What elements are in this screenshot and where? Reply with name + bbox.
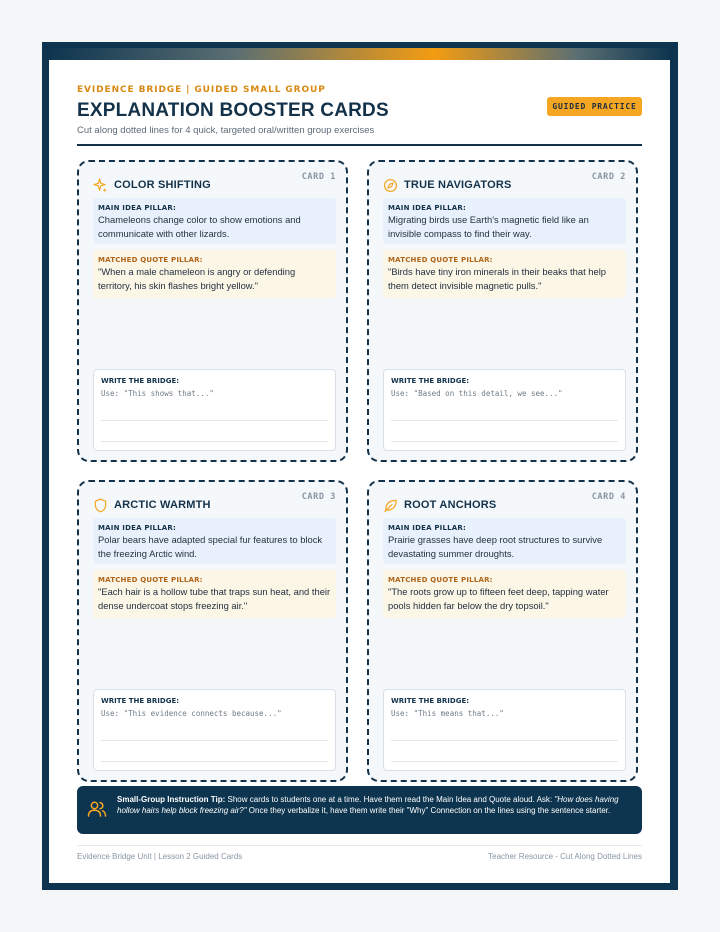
page-title: EXPLANATION BOOSTER CARDS	[77, 100, 389, 121]
bridge-label: WRITE THE BRIDGE:	[101, 377, 180, 385]
bridge-writing-box[interactable]	[383, 689, 626, 771]
quote-pillar	[383, 250, 626, 298]
card-title: COLOR SHIFTING	[114, 179, 211, 191]
writing-line	[101, 761, 328, 762]
main-idea-pillar	[383, 518, 626, 564]
guided-practice-badge: GUIDED PRACTICE	[547, 97, 642, 116]
main-idea-pillar	[93, 198, 336, 244]
card-title: TRUE NAVIGATORS	[404, 179, 512, 191]
card-number: CARD 2	[591, 172, 626, 182]
main-idea-label: MAIN IDEA PILLAR:	[98, 204, 176, 212]
sentence-starter: Use: "This means that..."	[391, 709, 504, 718]
main-idea-label: MAIN IDEA PILLAR:	[98, 524, 176, 532]
card-number: CARD 1	[301, 172, 336, 182]
sparkle-icon	[93, 178, 108, 193]
quote-pillar	[93, 250, 336, 298]
main-idea-label: MAIN IDEA PILLAR:	[388, 524, 466, 532]
booster-card-3	[77, 480, 348, 782]
sentence-starter: Use: "This shows that..."	[101, 389, 214, 398]
bridge-writing-box[interactable]	[93, 369, 336, 451]
main-idea-text: Prairie grasses have deep root structures to survive devastating summer droughts.	[388, 534, 603, 559]
writing-line	[391, 740, 618, 741]
footer-left-text: Evidence Bridge Unit | Lesson 2 Guided Cards	[77, 852, 243, 861]
compass-icon	[383, 178, 398, 193]
quote-text: "When a male chameleon is angry or defending territory, his skin flashes bright yellow."	[98, 266, 296, 291]
booster-card-1	[77, 160, 348, 462]
quote-text: "Birds have tiny iron minerals in their beaks that help them detect invisible magnetic pulls."	[388, 266, 607, 291]
worksheet	[49, 48, 670, 883]
main-idea-text: Migrating birds use Earth's magnetic field like an invisible compass to find their way.	[388, 214, 589, 239]
main-idea-pillar	[383, 198, 626, 244]
card-number: CARD 3	[301, 492, 336, 502]
users-icon	[87, 799, 107, 819]
instruction-tip-bar	[77, 786, 642, 834]
leaf-icon	[383, 498, 398, 513]
gradient-top-bar	[49, 48, 670, 60]
main-idea-label: MAIN IDEA PILLAR:	[388, 204, 466, 212]
main-idea-pillar	[93, 518, 336, 564]
quote-label: MATCHED QUOTE PILLAR:	[388, 576, 493, 584]
quote-pillar	[383, 570, 626, 618]
writing-line	[391, 441, 618, 442]
writing-line	[391, 420, 618, 421]
sentence-starter: Use: "Based on this detail, we see..."	[391, 389, 563, 398]
booster-card-2	[367, 160, 638, 462]
quote-pillar	[93, 570, 336, 618]
writing-line	[101, 420, 328, 421]
booster-card-4	[367, 480, 638, 782]
writing-line	[101, 740, 328, 741]
tip-text-1: Show cards to students one at a time. Have them read the Main Idea and Quote aloud. Ask:	[225, 795, 555, 804]
writing-line	[101, 441, 328, 442]
bridge-writing-box[interactable]	[93, 689, 336, 771]
page-subtitle: Cut along dotted lines for 4 quick, targeted oral/written group exercises	[77, 125, 375, 136]
sentence-starter: Use: "This evidence connects because..."	[101, 709, 282, 718]
quote-label: MATCHED QUOTE PILLAR:	[388, 256, 493, 264]
bridge-label: WRITE THE BRIDGE:	[391, 697, 470, 705]
tip-text-2: Once they verbalize it, have them write their "Why" Connection on the lines using the sentence starter.	[246, 805, 611, 815]
footer-right-text: Teacher Resource - Cut Along Dotted Lines	[488, 852, 642, 861]
main-idea-text: Chameleons change color to show emotions and communicate with other lizards.	[98, 214, 301, 239]
footer-divider	[77, 845, 642, 846]
bridge-writing-box[interactable]	[383, 369, 626, 451]
shield-icon	[93, 498, 108, 513]
eyebrow-label: EVIDENCE BRIDGE | GUIDED SMALL GROUP	[77, 85, 326, 95]
quote-text: "The roots grow up to fifteen feet deep, tapping water pools hidden far below the dry topsoil."	[388, 586, 609, 611]
quote-label: MATCHED QUOTE PILLAR:	[98, 576, 203, 584]
quote-label: MATCHED QUOTE PILLAR:	[98, 256, 203, 264]
bridge-label: WRITE THE BRIDGE:	[391, 377, 470, 385]
main-idea-text: Polar bears have adapted special fur features to block the freezing Arctic wind.	[98, 534, 323, 559]
header-divider	[77, 144, 642, 146]
card-number: CARD 4	[591, 492, 626, 502]
bridge-label: WRITE THE BRIDGE:	[101, 697, 180, 705]
quote-text: "Each hair is a hollow tube that traps sun heat, and their dense undercoat stops freezing air."	[98, 586, 331, 611]
card-title: ARCTIC WARMTH	[114, 499, 211, 511]
card-title: ROOT ANCHORS	[404, 499, 497, 511]
writing-line	[391, 761, 618, 762]
tip-question: "How does having hollow hairs help block freezing air?"	[117, 795, 619, 815]
tip-lead: Small-Group Instruction Tip:	[117, 795, 226, 804]
